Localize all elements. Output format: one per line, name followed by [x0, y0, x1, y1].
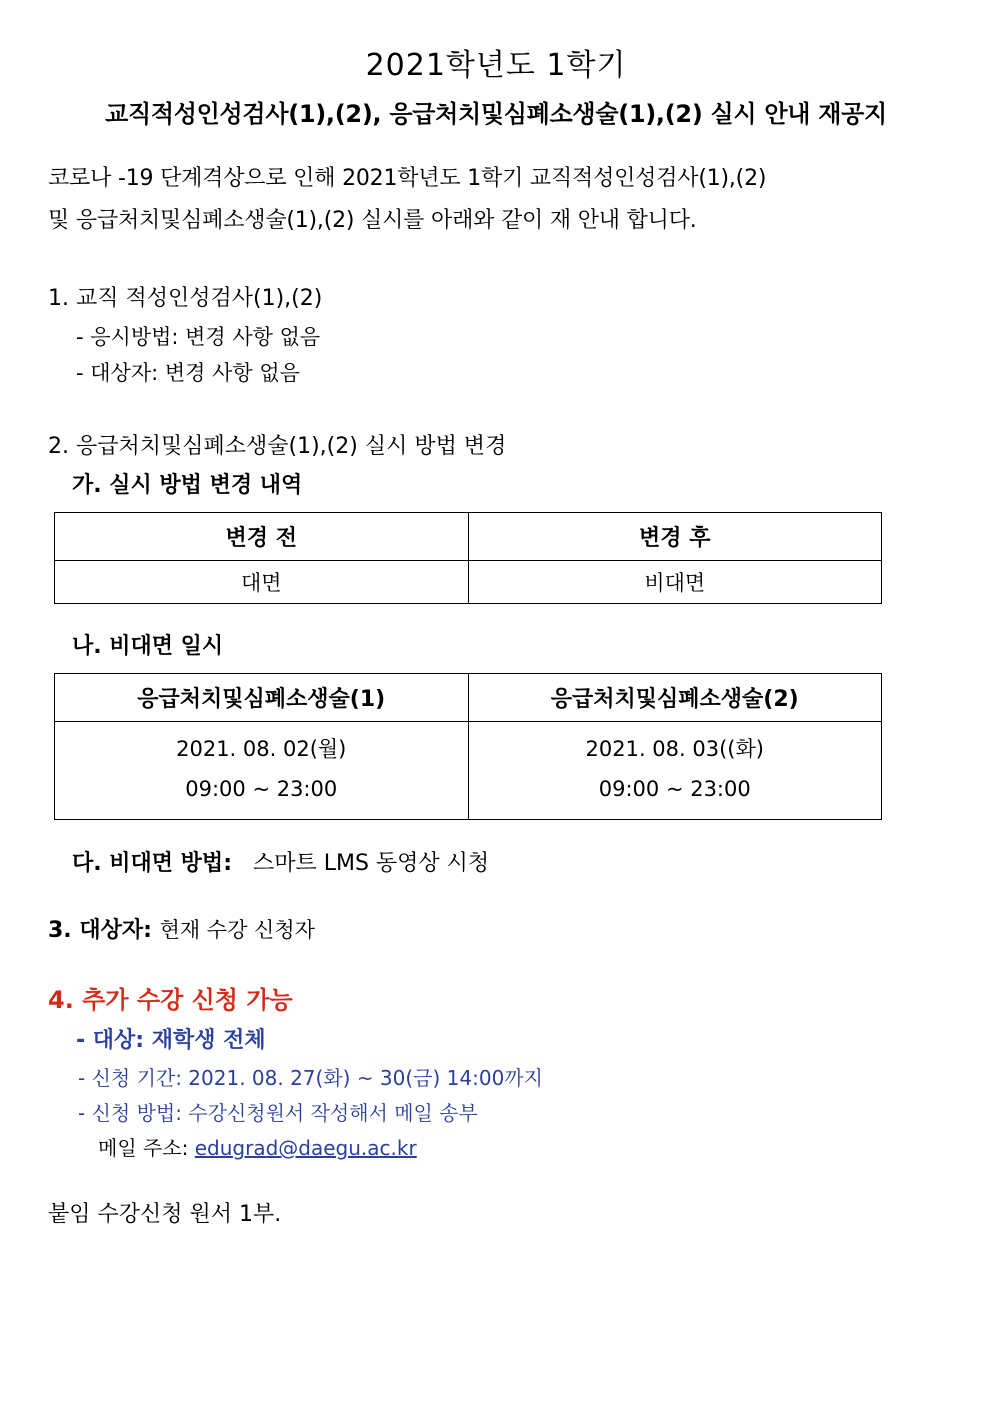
attachment-note: 붙임 수강신청 원서 1부. — [48, 1202, 282, 1228]
intro-line-2: 및 응급처치및심폐소생술(1),(2) 실시를 아래와 같이 재 안내 합니다. — [48, 208, 697, 234]
section-3-value: 현재 수강 신청자 — [159, 918, 315, 943]
section-2c-label: 다. 비대면 방법: — [72, 851, 232, 877]
section-4-period: - 신청 기간: 2021. 08. 27(화) ~ 30(금) 14:00까지 — [78, 1066, 543, 1091]
change-summary-table — [54, 512, 882, 604]
schedule-date: 2021. 08. 02(월) — [176, 736, 347, 761]
page-title: 2021학년도 1학기 — [365, 48, 627, 83]
table-header-cell: 변경 전 — [55, 512, 469, 560]
email-link[interactable]: edugrad@daegu.ac.kr — [194, 1136, 417, 1161]
table-row — [55, 560, 882, 603]
schedule-time: 09:00 ~ 23:00 — [185, 776, 338, 801]
mail-label: 메일 주소: — [98, 1136, 189, 1161]
section-1-bullet-2: - 대상자: 변경 사항 없음 — [76, 361, 300, 386]
schedule-time: 09:00 ~ 23:00 — [598, 776, 751, 801]
table-cell — [468, 721, 882, 820]
table-header-cell: 응급처치및심폐소생술(2) — [468, 673, 882, 721]
section-4-mail-line — [48, 1132, 944, 1161]
section-2-heading: 2. 응급처치및심폐소생술(1),(2) 실시 방법 변경 — [48, 433, 507, 459]
section-4-method: - 신청 방법: 수강신청원서 작성해서 메일 송부 — [78, 1101, 478, 1126]
table-cell: 대면 — [55, 560, 469, 603]
spacer — [48, 820, 944, 846]
spacer — [48, 246, 944, 282]
page-subtitle: 교직적성인성검사(1),(2), 응급처치및심폐소생술(1),(2) 실시 안내 재공지 — [105, 100, 887, 128]
spacer — [48, 877, 944, 913]
section-4-target: - 대상: 재학생 전체 — [76, 1028, 266, 1054]
spacer — [48, 604, 944, 630]
spacer — [48, 394, 944, 430]
section-3-line — [48, 913, 944, 944]
table-header-cell: 응급처치및심폐소생술(1) — [55, 673, 469, 721]
table-cell: 비대면 — [468, 560, 882, 603]
section-2c-line — [48, 846, 944, 877]
intro-line-1: 코로나 -19 단계격상으로 인해 2021학년도 1학기 교직적성인성검사(1),(2) — [48, 166, 767, 191]
spacer — [48, 1161, 944, 1197]
table-row — [55, 721, 882, 820]
section-2c-value: 스마트 LMS 동영상 시청 — [252, 851, 490, 877]
section-1-bullet-1: - 응시방법: 변경 사항 없음 — [76, 324, 321, 349]
table-header-cell: 변경 후 — [468, 512, 882, 560]
table-header-row — [55, 512, 882, 560]
table-cell — [55, 721, 469, 820]
section-3-label: 3. 대상자: — [48, 918, 152, 944]
section-2a-heading: 가. 실시 방법 변경 내역 — [72, 472, 303, 498]
table-header-row — [55, 673, 882, 721]
schedule-date: 2021. 08. 03((화) — [585, 736, 764, 761]
spacer — [48, 944, 944, 980]
section-2b-heading: 나. 비대면 일시 — [72, 633, 224, 659]
online-schedule-table — [54, 673, 882, 821]
section-1-heading: 1. 교직 적성인성검사(1),(2) — [48, 285, 323, 311]
section-4-heading: 4. 추가 수강 신청 가능 — [48, 986, 293, 1015]
